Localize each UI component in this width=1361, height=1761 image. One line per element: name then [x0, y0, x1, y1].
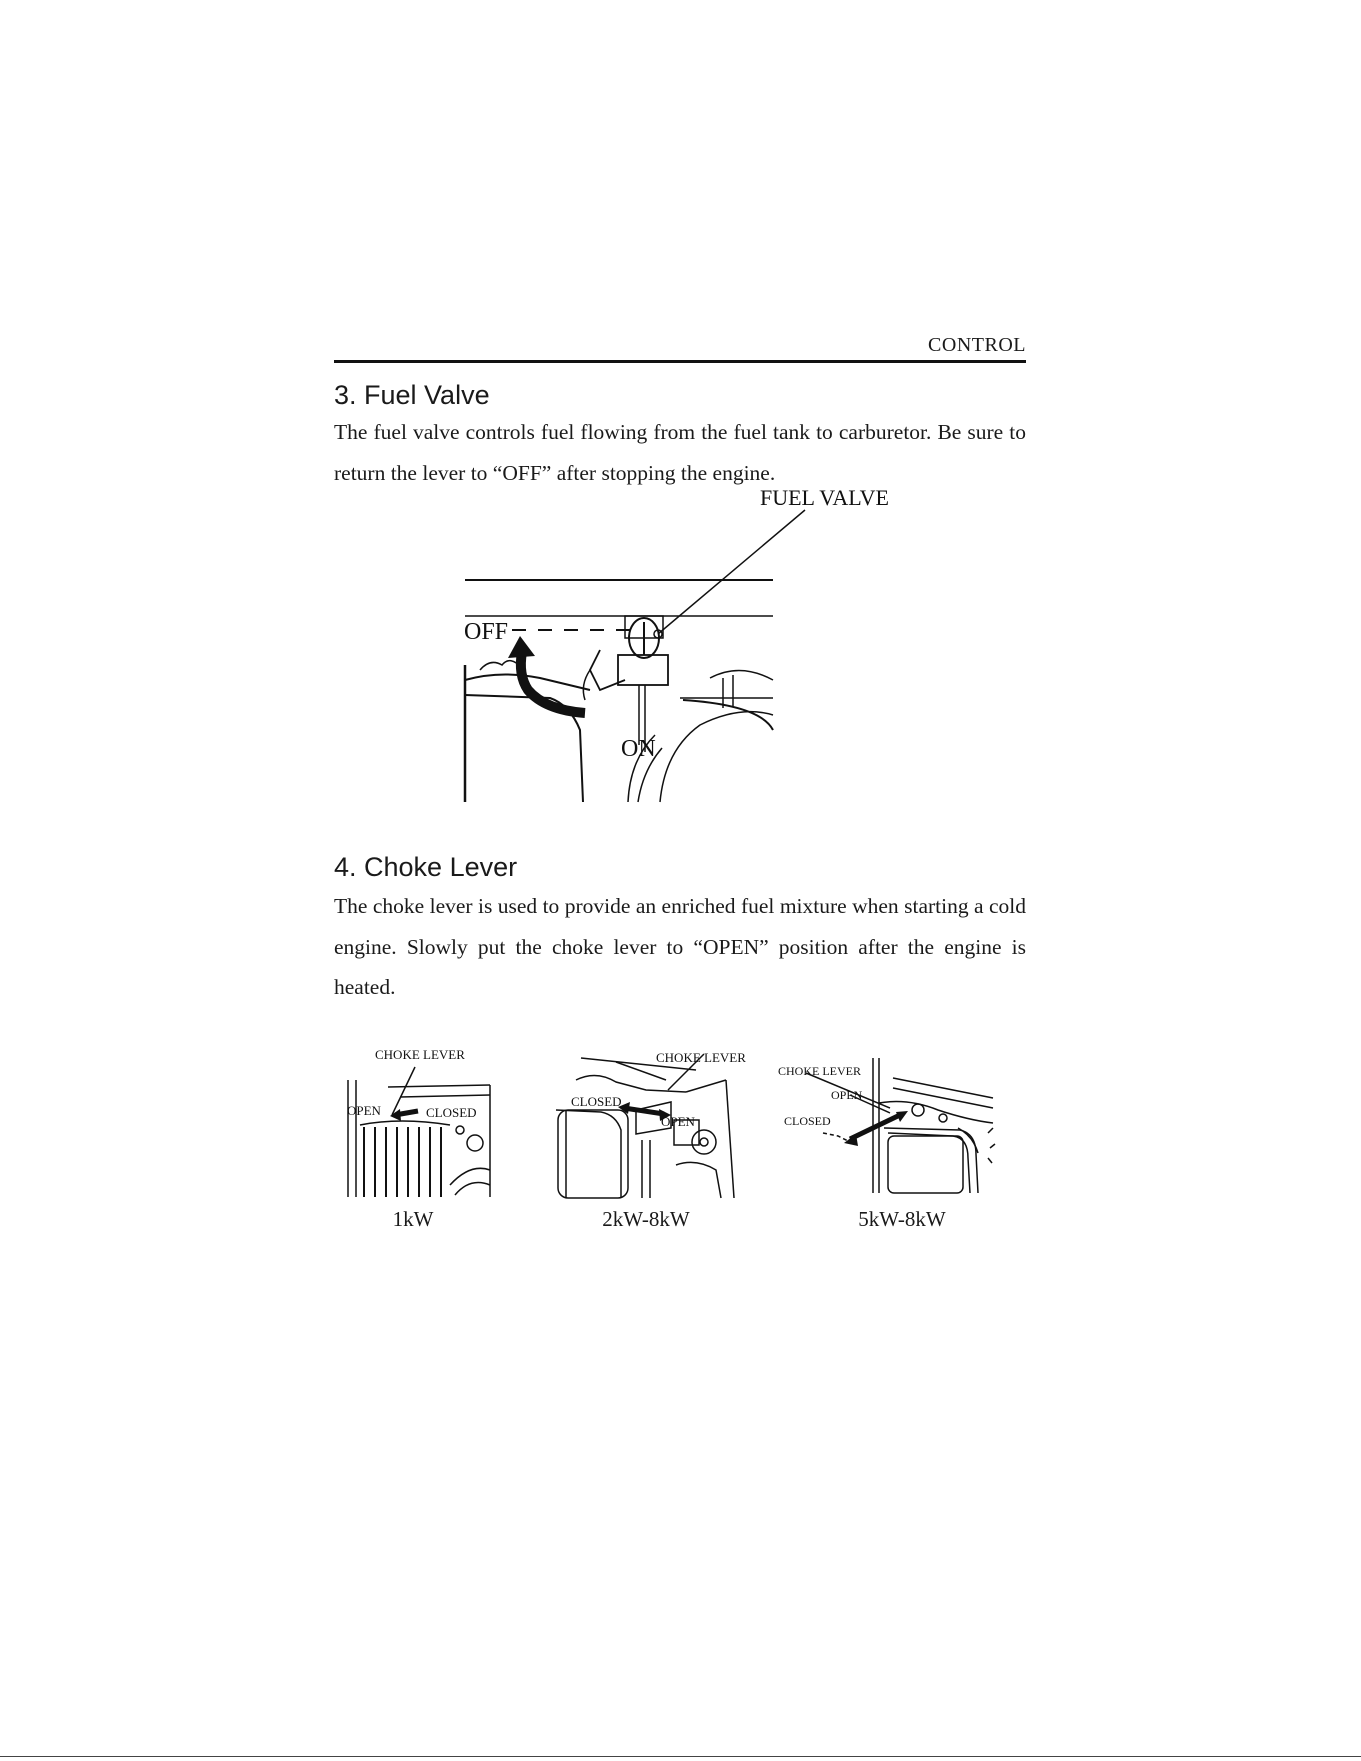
choke-lever-illustration-1kw	[340, 1045, 500, 1200]
on-position-label: ON	[621, 736, 656, 762]
closed-label-1kw: CLOSED	[426, 1105, 477, 1120]
open-label-1kw: OPEN	[347, 1103, 381, 1118]
open-label-5kw-8kw: OPEN	[831, 1088, 863, 1102]
section-body-choke-lever: The choke lever is used to provide an enriched fuel mixture when starting a cold engine. Slowly put the choke lever to “OPEN” position after the engine is heated.	[334, 894, 1026, 999]
page-bottom-edge	[0, 1756, 1361, 1757]
closed-label-5kw-8kw: CLOSED	[784, 1114, 831, 1128]
section-heading-choke-lever: 4. Choke Lever	[334, 852, 518, 882]
section-body-fuel-valve: The fuel valve controls fuel flowing from the fuel tank to carburetor. Be sure to return the lever to “OFF” after stopping the engine.	[334, 420, 1026, 485]
choke-lever-label-5kw-8kw: CHOKE LEVER	[778, 1064, 861, 1078]
open-label-2kw-8kw: OPEN	[661, 1114, 695, 1129]
choke-lever-illustration-5kw-8kw	[778, 1058, 998, 1203]
fuel-valve-illustration	[440, 485, 940, 805]
fuel-valve-label: FUEL VALVE	[760, 485, 889, 510]
header-rule	[334, 360, 1026, 363]
running-head: CONTROL	[928, 334, 1026, 356]
choke-lever-illustration-2kw-8kw	[556, 1050, 746, 1200]
choke-lever-label-1kw: CHOKE LEVER	[375, 1047, 465, 1062]
section-heading-fuel-valve: 3. Fuel Valve	[334, 380, 490, 410]
caption-2kw-8kw: 2kW-8kW	[602, 1207, 690, 1231]
closed-label-2kw-8kw: CLOSED	[571, 1094, 622, 1109]
caption-5kw-8kw: 5kW-8kW	[858, 1207, 946, 1231]
choke-lever-label-2kw-8kw: CHOKE LEVER	[656, 1050, 746, 1065]
off-position-label: OFF	[464, 619, 509, 645]
caption-1kw: 1kW	[392, 1207, 434, 1231]
